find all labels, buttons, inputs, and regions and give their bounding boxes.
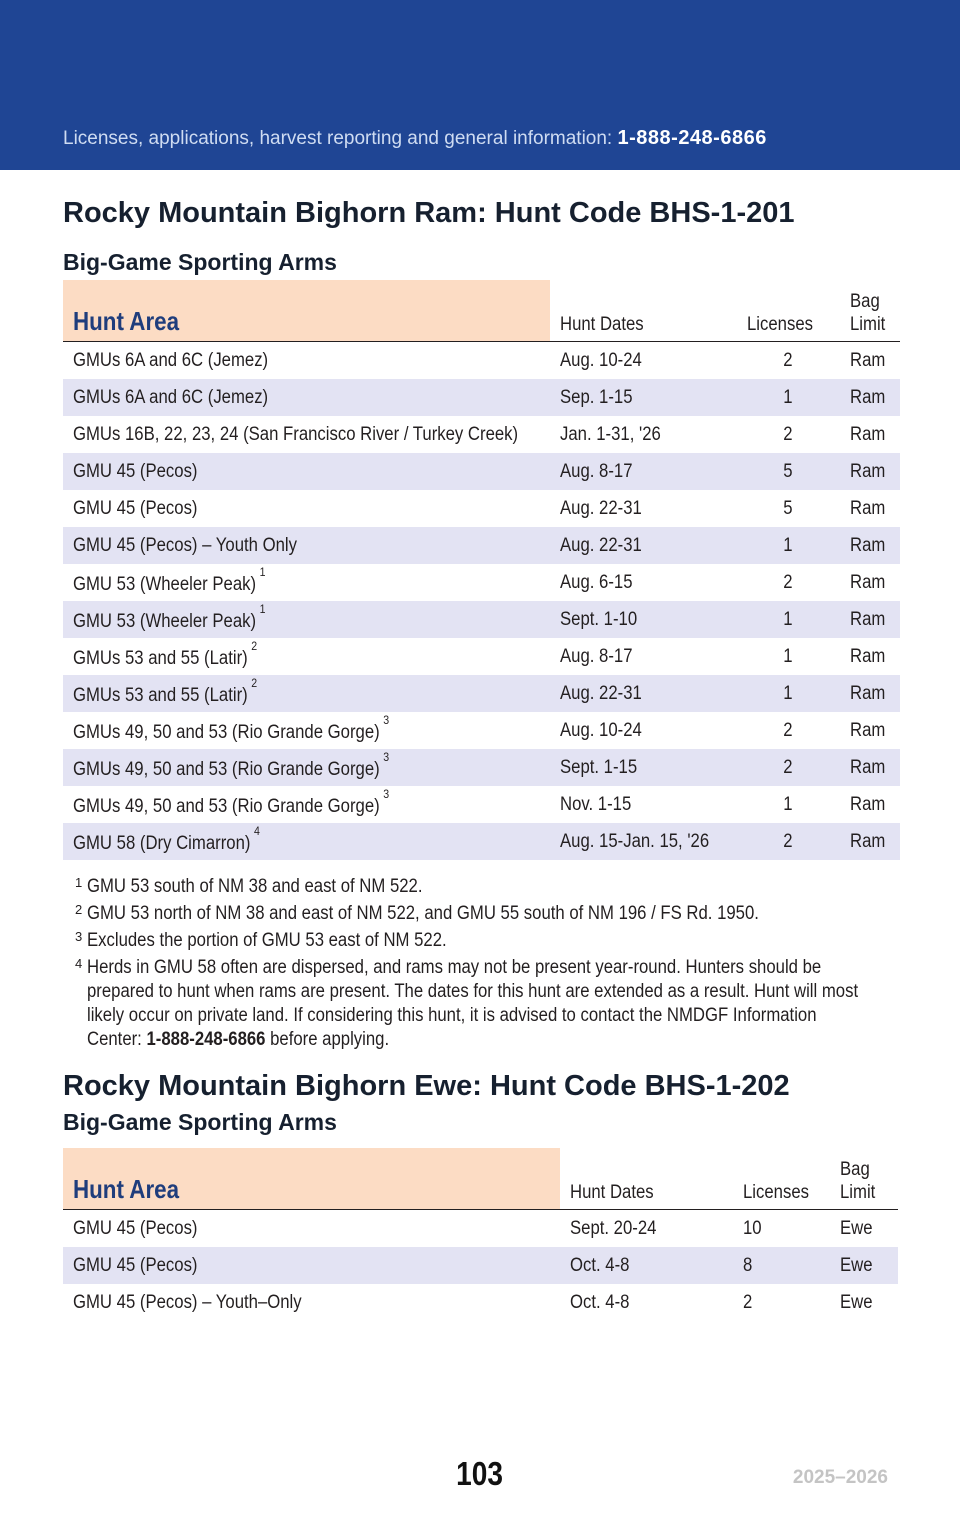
hunt-area-cell: GMU 45 (Pecos): [73, 1218, 198, 1239]
hunt-dates-cell: Sep. 1-15: [560, 387, 633, 408]
bag-limit-cell: Ewe: [840, 1292, 873, 1313]
footnote-ref: 3: [383, 713, 390, 727]
licenses-cell: 1: [783, 535, 793, 556]
hunt-area-cell: [73, 787, 390, 818]
bag-limit-header-line2: Limit: [850, 314, 886, 335]
ewe-section-title: Rocky Mountain Bighorn Ewe: Hunt Code BHS-1-202: [63, 1070, 790, 1102]
licenses-cell: 1: [783, 646, 793, 667]
table-row: [63, 379, 900, 416]
footnote-number: 3: [75, 929, 83, 944]
hunt-dates-cell: Aug. 22-31: [560, 498, 642, 519]
hunt-area-cell: [73, 676, 258, 707]
footnote-tail: before applying.: [270, 1029, 390, 1050]
bag-limit-cell: Ram: [850, 387, 886, 408]
table-row: [63, 1284, 898, 1321]
ram-table: [63, 280, 900, 860]
contact-phone[interactable]: 1-888-248-6866: [617, 127, 767, 149]
licenses-cell: 2: [783, 424, 793, 445]
footnote: [75, 875, 875, 899]
hunt-dates-cell: Aug. 10-24: [560, 350, 642, 371]
edition-years: 2025–2026: [792, 1467, 888, 1488]
bag-limit-cell: Ram: [850, 535, 886, 556]
bag-limit-cell: Ewe: [840, 1255, 873, 1276]
bag-limit-cell: Ram: [850, 609, 886, 630]
bag-limit-cell: Ram: [850, 720, 886, 741]
footnote-ref: 1: [259, 602, 266, 616]
hunt-area-cell: [73, 535, 297, 557]
bag-limit-cell: Ram: [850, 461, 886, 482]
hunt-area-cell: [73, 602, 266, 633]
footnote: [75, 929, 875, 953]
licenses-cell: 2: [783, 350, 793, 371]
table-row: [63, 490, 900, 527]
hunt-area-text: GMU 58 (Dry Cimarron): [73, 833, 251, 855]
bag-limit-cell: Ram: [850, 572, 886, 593]
hunt-dates-cell: Nov. 1-15: [560, 794, 632, 815]
licenses-cell: 8: [743, 1255, 753, 1276]
hunt-area-cell: [73, 639, 258, 670]
footnote-ref: 1: [259, 565, 266, 579]
bag-limit-cell: Ram: [850, 424, 886, 445]
bag-limit-cell: Ram: [850, 646, 886, 667]
hunt-area-text: GMU 53 (Wheeler Peak): [73, 611, 257, 633]
licenses-cell: 5: [783, 498, 793, 519]
footnote-ref: 3: [383, 787, 390, 801]
hunt-area-cell: [73, 350, 268, 372]
ram-table-header: [63, 280, 900, 342]
footnote-number: 1: [75, 875, 83, 890]
hunt-dates-header: Hunt Dates: [570, 1182, 654, 1203]
hunt-area-cell: [73, 387, 268, 409]
hunt-area-text: GMUs 49, 50 and 53 (Rio Grande Gorge): [73, 722, 380, 744]
footnote-ref: 4: [253, 824, 260, 838]
hunt-area-cell: [73, 824, 260, 855]
ewe-table-body: [63, 1210, 898, 1321]
table-row: [63, 638, 900, 675]
hunt-dates-header: Hunt Dates: [560, 314, 644, 335]
bag-limit-cell: Ram: [850, 683, 886, 704]
hunt-dates-cell: Oct. 4-8: [570, 1255, 630, 1276]
footnote: [75, 902, 875, 926]
footnote: [75, 956, 875, 1052]
hunt-area-text: GMUs 49, 50 and 53 (Rio Grande Gorge): [73, 759, 380, 781]
table-row: [63, 712, 900, 749]
hunt-area-cell: [73, 498, 198, 520]
hunt-dates-cell: Oct. 4-8: [570, 1292, 630, 1313]
licenses-header: Licenses: [747, 314, 813, 335]
licenses-header: Licenses: [743, 1182, 809, 1203]
hunt-area-text: GMUs 16B, 22, 23, 24 (San Francisco River / Turkey Creek): [73, 424, 519, 445]
hunt-area-cell: [73, 424, 518, 446]
bag-limit-header-line2: Limit: [840, 1182, 876, 1203]
table-row: [63, 1247, 898, 1284]
footnote-ref: 2: [251, 639, 258, 653]
ram-section-title: Rocky Mountain Bighorn Ram: Hunt Code BHS-1-201: [63, 197, 795, 229]
footnote-body: GMU 53 north of NM 38 and east of NM 522, and GMU 55 south of NM 196 / FS Rd. 1950.: [87, 903, 759, 924]
licenses-cell: 5: [783, 461, 793, 482]
hunt-area-cell: [73, 713, 390, 744]
ewe-table-header: [63, 1148, 898, 1210]
hunt-area-cell: [73, 461, 198, 483]
footnote-number: 4: [75, 956, 83, 971]
hunt-dates-cell: Aug. 22-31: [560, 683, 642, 704]
licenses-cell: 10: [743, 1218, 762, 1239]
hunt-dates-cell: Sept. 1-10: [560, 609, 638, 630]
bag-limit-cell: Ram: [850, 794, 886, 815]
hunt-area-text: GMU 45 (Pecos): [73, 498, 198, 519]
page-number-text: 103: [456, 1455, 504, 1492]
licenses-cell: 2: [783, 572, 793, 593]
hunt-area-text: GMUs 6A and 6C (Jemez): [73, 350, 269, 371]
table-row: [63, 823, 900, 860]
footnote-text: [87, 929, 861, 953]
hunt-area-cell: GMU 45 (Pecos): [73, 1255, 198, 1276]
hunt-area-cell: [73, 750, 390, 781]
hunt-dates-cell: Sept. 20-24: [570, 1218, 657, 1239]
licenses-cell: 2: [783, 831, 793, 852]
bag-limit-cell: Ram: [850, 350, 886, 371]
hunt-area-header: Hunt Area: [73, 1174, 180, 1204]
bag-limit-header-line1: Bag: [850, 291, 880, 312]
table-row: [63, 749, 900, 786]
bag-limit-header: [850, 290, 885, 336]
info-center-phone[interactable]: 1-888-248-6866: [146, 1029, 266, 1050]
hunt-area-text: GMUs 6A and 6C (Jemez): [73, 387, 269, 408]
ram-section-subtitle: Big-Game Sporting Arms: [63, 249, 337, 275]
licenses-cell: 1: [783, 794, 793, 815]
licenses-cell: 2: [783, 757, 793, 778]
hunt-area-text: GMUs 49, 50 and 53 (Rio Grande Gorge): [73, 796, 380, 818]
footnote-text: [87, 956, 861, 1052]
footnote-text: [87, 902, 861, 926]
table-row: [63, 601, 900, 638]
table-row: [63, 786, 900, 823]
bag-limit-cell: Ewe: [840, 1218, 873, 1239]
table-row: [63, 527, 900, 564]
hunt-area-header: Hunt Area: [73, 306, 180, 336]
hunt-dates-cell: Jan. 1-31, '26: [560, 424, 661, 445]
header-band: [0, 0, 960, 170]
table-row: [63, 342, 900, 379]
hunt-dates-cell: Aug. 10-24: [560, 720, 642, 741]
table-row: [63, 416, 900, 453]
table-row: [63, 453, 900, 490]
table-row: [63, 675, 900, 712]
bag-limit-cell: Ram: [850, 757, 886, 778]
hunt-area-text: GMU 45 (Pecos): [73, 461, 198, 482]
footnote-ref: 2: [251, 676, 258, 690]
footnotes: [75, 875, 875, 1055]
ram-table-body: [63, 342, 900, 860]
hunt-dates-cell: Aug. 22-31: [560, 535, 642, 556]
licenses-cell: 2: [743, 1292, 753, 1313]
footnote-body: Excludes the portion of GMU 53 east of NM 522.: [87, 930, 447, 951]
hunt-dates-cell: Aug. 8-17: [560, 461, 633, 482]
hunt-dates-cell: Aug. 8-17: [560, 646, 633, 667]
hunt-dates-cell: Aug. 6-15: [560, 572, 633, 593]
hunt-area-text: GMUs 53 and 55 (Latir): [73, 648, 248, 670]
bag-limit-header: [840, 1158, 875, 1204]
bag-limit-cell: Ram: [850, 831, 886, 852]
licenses-cell: 1: [783, 609, 793, 630]
hunt-dates-cell: Sept. 1-15: [560, 757, 638, 778]
footnote-text: [87, 875, 861, 899]
contact-text: Licenses, applications, harvest reporting and general information:: [63, 128, 613, 149]
ewe-section-subtitle: Big-Game Sporting Arms: [63, 1109, 337, 1135]
licenses-cell: 2: [783, 720, 793, 741]
hunt-dates-cell: Aug. 15-Jan. 15, '26: [560, 831, 710, 852]
table-row: [63, 1210, 898, 1247]
bag-limit-cell: Ram: [850, 498, 886, 519]
footnote-body: Herds in GMU 58 often are dispersed, and rams may not be present year-round. Hunters should be prepared to hunt when rams are present. The dates for this hunt are extended as a result. Hunt will most likely occur on private land. If considering this hunt, it is advised to contact the NMDGF Information Center:: [87, 957, 859, 1050]
bag-limit-header-line1: Bag: [840, 1159, 870, 1180]
ewe-table: [63, 1148, 898, 1321]
licenses-cell: 1: [783, 683, 793, 704]
hunt-area-text: GMU 53 (Wheeler Peak): [73, 574, 257, 596]
footnote-number: 2: [75, 902, 83, 917]
hunt-area-cell: [73, 565, 266, 596]
hunt-area-cell: GMU 45 (Pecos) – Youth–Only: [73, 1292, 302, 1313]
table-row: [63, 564, 900, 601]
footnote-body: GMU 53 south of NM 38 and east of NM 522.: [87, 876, 423, 897]
licenses-cell: 1: [783, 387, 793, 408]
contact-line: [63, 127, 767, 150]
hunt-area-text: GMUs 53 and 55 (Latir): [73, 685, 248, 707]
footnote-ref: 3: [383, 750, 390, 764]
hunt-area-text: GMU 45 (Pecos) – Youth Only: [73, 535, 297, 556]
